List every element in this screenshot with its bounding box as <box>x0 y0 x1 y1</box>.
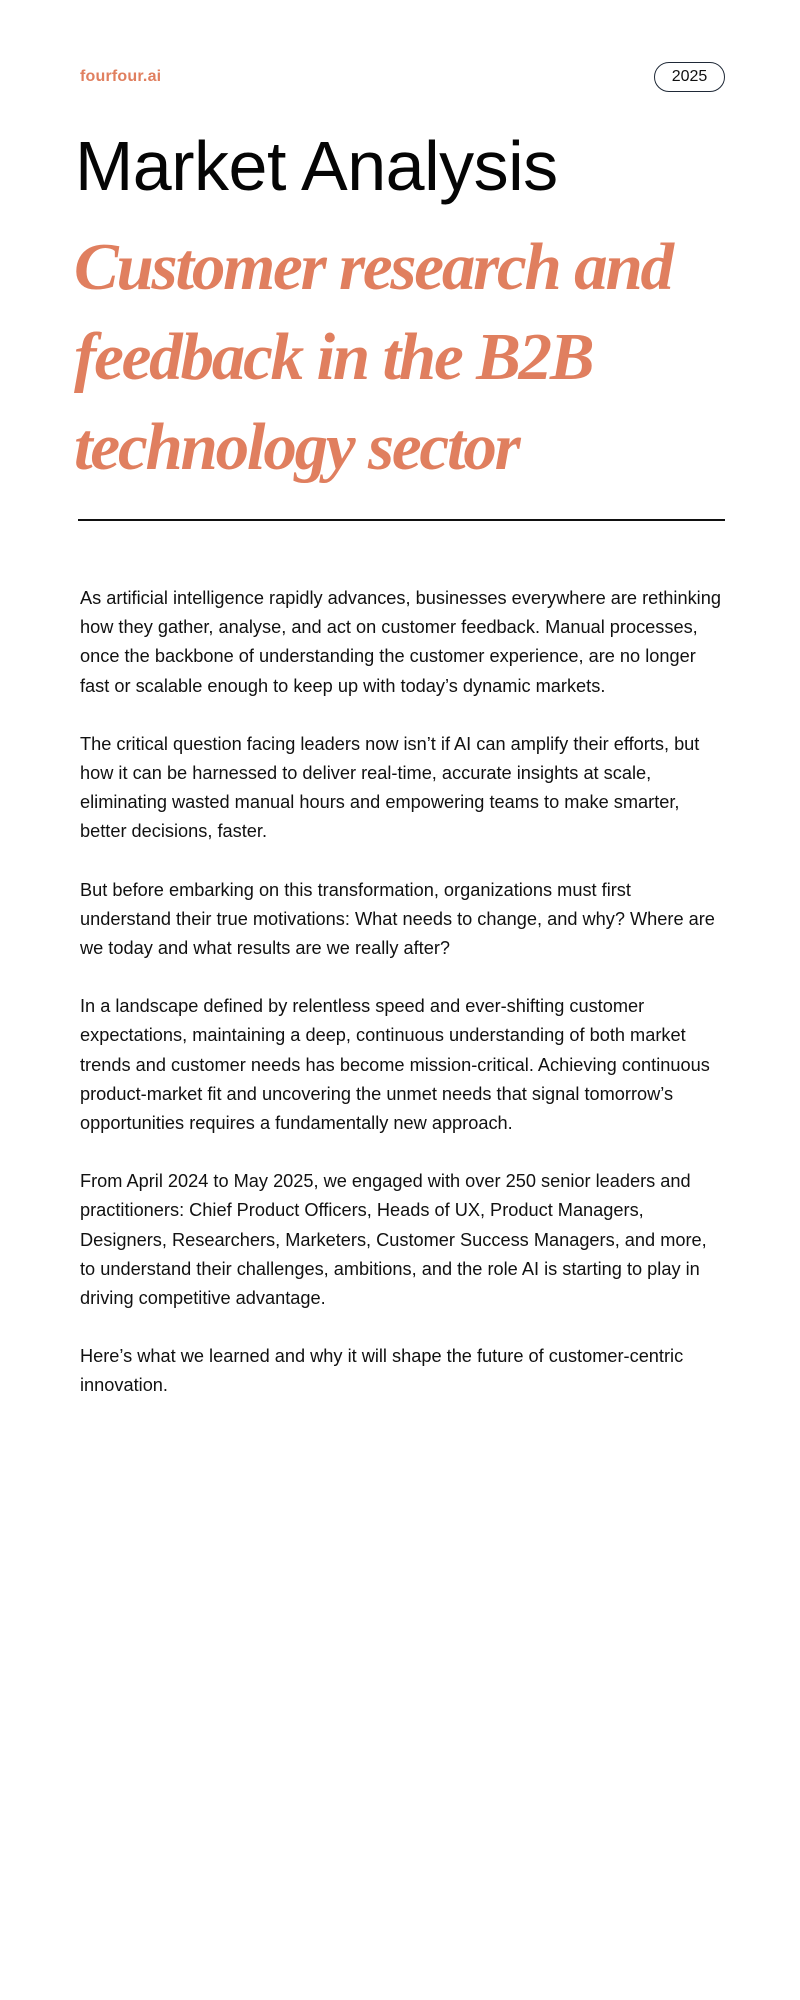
year-badge: 2025 <box>654 62 725 92</box>
paragraph: As artificial intelligence rapidly advances, businesses everywhere are rethinking how they gather, analyse, and act on customer feedback. Manual processes, once the backbone of understanding the customer experience, are no longer fast or scalable enough to keep up with today’s dynamic markets. <box>80 588 721 696</box>
brand-logo-text[interactable]: fourfour.ai <box>80 68 162 85</box>
page-title: Market Analysis <box>75 127 558 205</box>
body-text <box>80 584 726 1430</box>
paragraph: But before embarking on this transformation, organizations must first understand their true motivations: What needs to change, and why? Where are we today and what results are we really after? <box>80 879 715 959</box>
page-header <box>80 62 725 96</box>
paragraph: In a landscape defined by relentless speed and ever-shifting customer expectations, maintaining a deep, continuous understanding of both market trends and customer needs has become mission-critical. Achieving continuous product-market fit and uncovering the unmet needs that signal tomorrow’s opportunities requires a fundamentally new approach. <box>80 996 710 1134</box>
paragraph: The critical question facing leaders now isn’t if AI can amplify their efforts, but how it can be harnessed to deliver real-time, accurate insights at scale, eliminating wasted manual hours and empowering teams to make smarter, better decisions, faster. <box>80 733 700 842</box>
section-divider <box>78 519 725 521</box>
paragraph: Here’s what we learned and why it will shape the future of customer-centric innovation. <box>80 1346 684 1396</box>
page-subtitle: Customer research and feedback in the B2B technology sector <box>74 230 672 484</box>
paragraph: From April 2024 to May 2025, we engaged with over 250 senior leaders and practitioners: Chief Product Officers, Heads of UX, Product Managers, Designers, Researchers, Marketers, Customer Success Managers, and more, to understand their challenges, ambitions, and the role AI is starting to play in driving competitive advantage. <box>80 1171 707 1309</box>
